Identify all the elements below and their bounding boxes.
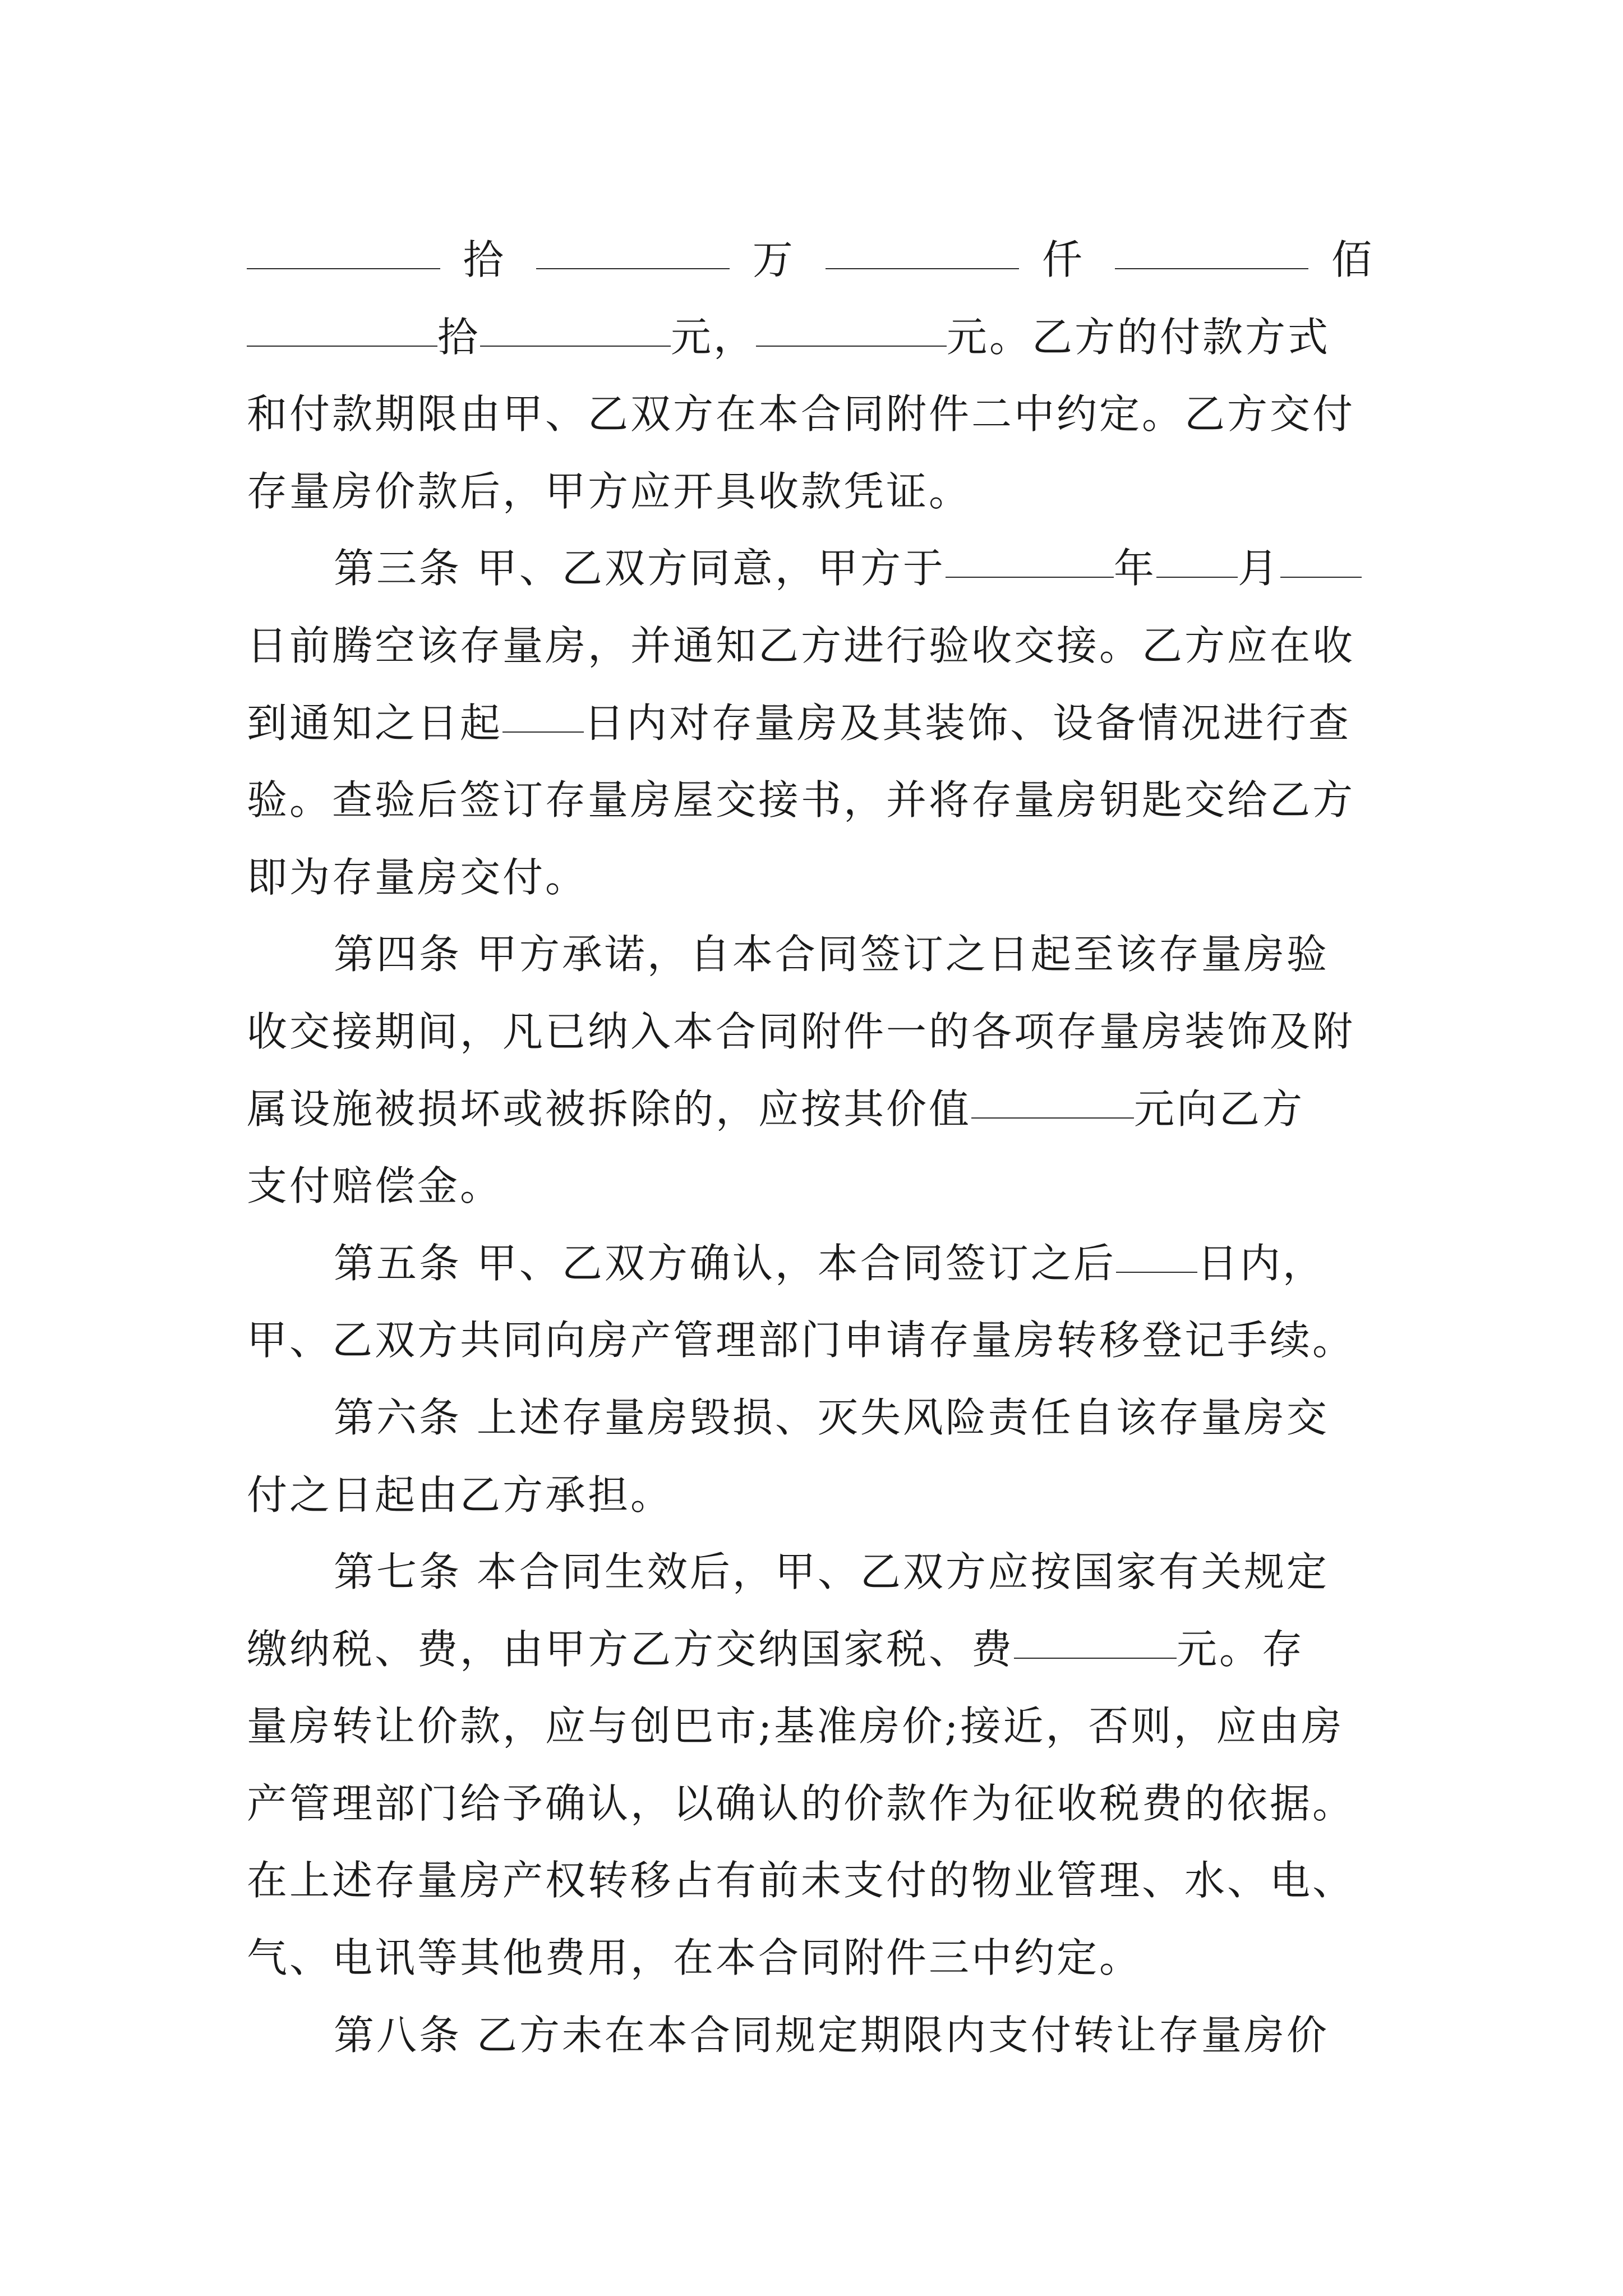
fill-blank[interactable] <box>536 228 730 269</box>
text-segment: 元。乙方的付款方式 <box>947 313 1331 361</box>
fill-blank[interactable] <box>480 305 671 347</box>
text-segment: 元向乙方 <box>1134 1085 1305 1133</box>
paragraph-line: 气、电讯等其他费用，在本合同附件三中约定。 <box>247 1934 1142 1982</box>
fill-blank[interactable] <box>1156 536 1238 578</box>
text-segment: 日内对存量房及其装饰、设备情况进行查 <box>584 699 1352 747</box>
line-amount-yuan <box>247 299 1374 376</box>
text-segment: 拾 <box>437 313 481 361</box>
text-segment: 属设施被损坏或被拆除的，应按其价值 <box>247 1085 972 1133</box>
text-segment: 元。存 <box>1177 1625 1305 1673</box>
article-7-heading-line: 第七条 本合同生效后，甲、乙双方应按国家有关规定 <box>334 1548 1329 1596</box>
fill-blank[interactable] <box>946 536 1114 578</box>
fill-blank[interactable] <box>1280 536 1362 578</box>
article-4-heading-line: 第四条 甲方承诺，自本合同签订之日起至该存量房验 <box>334 931 1329 978</box>
text-segment: 月 <box>1237 545 1280 592</box>
paragraph-line: 即为存量房交付。 <box>247 853 588 901</box>
text-segment: 年 <box>1113 545 1156 592</box>
paragraph-line <box>247 1071 1374 1148</box>
fill-blank[interactable] <box>971 1077 1134 1119</box>
paragraph-line: 日前腾空该存量房，并通知乙方进行验收交接。乙方应在收 <box>247 622 1355 669</box>
paragraph-line: 在上述存量房产权转移占有前未支付的物业管理、水、电、 <box>247 1857 1355 1904</box>
unit-wan: 万 <box>752 236 803 283</box>
article-3-heading-line <box>247 530 1374 608</box>
paragraph-line: 和付款期限由甲、乙双方在本合同附件二中约定。乙方交付 <box>247 390 1355 438</box>
unit-shi: 拾 <box>463 236 514 283</box>
unit-bai: 佰 <box>1331 236 1374 283</box>
text-segment: 日内， <box>1197 1239 1325 1287</box>
text-segment: 元， <box>671 313 757 361</box>
fill-blank[interactable] <box>1014 1617 1177 1659</box>
fill-blank[interactable] <box>247 305 437 347</box>
paragraph-line: 存量房价款后，甲方应开具收款凭证。 <box>247 467 972 515</box>
paragraph-line: 付之日起由乙方承担。 <box>247 1471 674 1519</box>
paragraph-line: 支付赔偿金。 <box>247 1162 503 1210</box>
unit-qian: 仟 <box>1041 236 1092 283</box>
paragraph-line <box>247 1611 1374 1688</box>
fill-blank[interactable] <box>247 228 440 269</box>
fill-blank[interactable] <box>1116 1231 1197 1273</box>
article-5-heading-line <box>247 1225 1374 1303</box>
article-8-heading-line: 第八条 乙方未在本合同规定期限内支付转让存量房价 <box>334 2011 1329 2059</box>
text-segment: 第五条 甲、乙双方确认，本合同签订之后 <box>334 1239 1116 1287</box>
paragraph-line: 验。查验后签订存量房屋交接书，并将存量房钥匙交给乙方 <box>247 776 1355 824</box>
paragraph-line: 量房转让价款，应与创巴市;基准房价;接近，否则，应由房 <box>247 1703 1344 1750</box>
text-segment: 缴纳税、费，由甲方乙方交纳国家税、费 <box>247 1625 1015 1673</box>
fill-blank[interactable] <box>1115 228 1308 269</box>
paragraph-line: 收交接期间，凡已纳入本合同附件一的各项存量房装饰及附 <box>247 1007 1355 1055</box>
paragraph-line <box>247 685 1374 762</box>
paragraph-line: 甲、乙双方共同向房产管理部门申请存量房转移登记手续。 <box>247 1317 1355 1364</box>
text-segment: 到通知之日起 <box>247 699 503 747</box>
text-segment: 第三条 甲、乙双方同意，甲方于 <box>334 545 946 592</box>
article-6-heading-line: 第六条 上述存量房毁损、灭失风险责任自该存量房交 <box>334 1393 1329 1441</box>
line-amount-units <box>247 222 1374 299</box>
fill-blank[interactable] <box>756 305 947 347</box>
fill-blank[interactable] <box>502 691 584 733</box>
fill-blank[interactable] <box>826 228 1019 269</box>
contract-body <box>247 222 1374 2074</box>
paragraph-line: 产管理部门给予确认，以确认的价款作为征收税费的依据。 <box>247 1779 1355 1827</box>
